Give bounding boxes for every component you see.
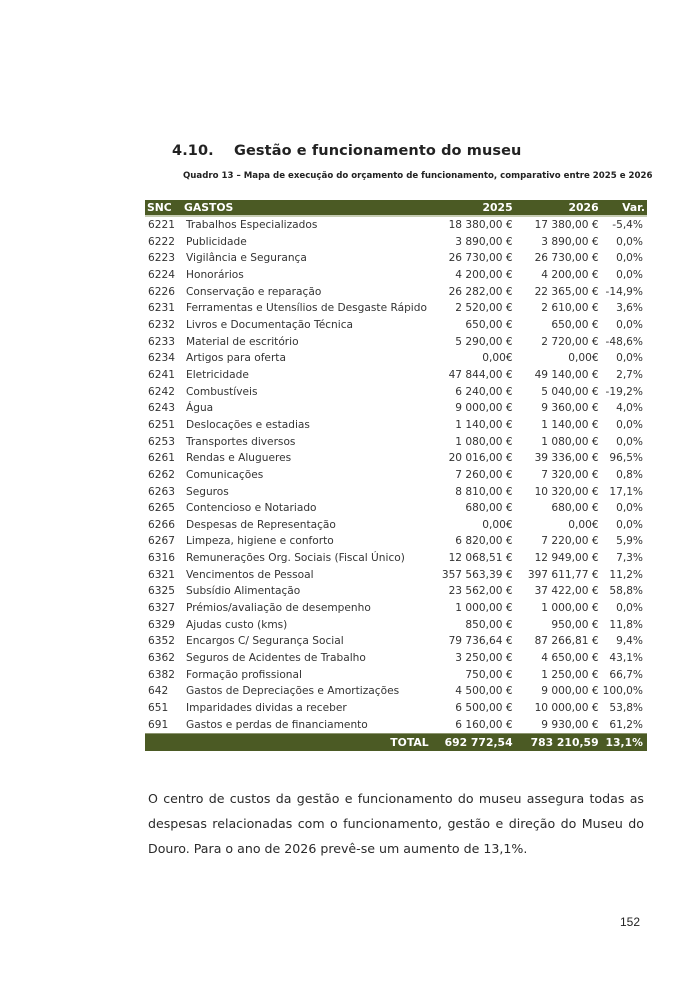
row-variation: 9,4% — [616, 635, 643, 648]
row-value-2026: 0,00€ — [568, 518, 599, 531]
row-variation: 0,0% — [616, 352, 643, 365]
row-value-2025: 650,00 € — [465, 318, 513, 331]
table-row — [145, 384, 647, 401]
row-snc: 6243 — [148, 402, 175, 415]
row-description: Contencioso e Notariado — [186, 502, 317, 515]
row-value-2025: 2 520,00 € — [455, 302, 513, 315]
row-value-2026: 397 611,77 € — [527, 568, 599, 581]
row-value-2025: 680,00 € — [465, 502, 513, 515]
row-variation: 0,0% — [616, 235, 643, 248]
row-value-2026: 26 730,00 € — [534, 252, 599, 265]
row-value-2026: 0,00€ — [568, 352, 599, 365]
row-value-2026: 10 000,00 € — [534, 702, 599, 715]
row-value-2026: 17 380,00 € — [534, 219, 599, 231]
row-snc: 6362 — [148, 652, 175, 665]
table-row — [145, 350, 647, 367]
table-row — [145, 250, 647, 267]
row-variation: 11,2% — [609, 568, 643, 581]
row-snc: 691 — [148, 718, 169, 731]
row-snc: 6222 — [148, 235, 175, 248]
table-row — [145, 216, 647, 234]
row-variation: 53,8% — [609, 702, 643, 715]
row-variation: -48,6% — [605, 335, 643, 348]
row-value-2025: 3 250,00 € — [455, 652, 513, 665]
total-var: 13,1% — [601, 734, 647, 752]
row-value-2026: 9 930,00 € — [541, 718, 599, 731]
row-description: Transportes diversos — [186, 435, 296, 448]
row-variation: 0,0% — [616, 602, 643, 615]
row-description: Gastos e perdas de financiamento — [186, 718, 368, 731]
row-value-2026: 39 336,00 € — [534, 452, 599, 465]
table-row — [145, 400, 647, 417]
row-description: Comunicações — [186, 468, 264, 481]
row-value-2026: 22 365,00 € — [534, 285, 599, 298]
table-row — [145, 600, 647, 617]
row-variation: 4,0% — [616, 402, 643, 415]
row-value-2026: 950,00 € — [551, 618, 599, 631]
row-snc: 6329 — [148, 618, 175, 631]
row-variation: 43,1% — [609, 652, 643, 665]
table-row — [145, 300, 647, 317]
row-description: Vencimentos de Pessoal — [186, 568, 314, 581]
row-value-2025: 47 844,00 € — [448, 368, 513, 381]
row-snc: 6262 — [148, 468, 175, 481]
row-value-2025: 5 290,00 € — [455, 335, 513, 348]
table-row — [145, 450, 647, 467]
row-variation: 0,8% — [616, 468, 643, 481]
column-header-2026: 2026 — [515, 200, 601, 216]
row-variation: 96,5% — [609, 452, 643, 465]
row-value-2025: 12 068,51 € — [448, 552, 513, 565]
row-snc: 6232 — [148, 318, 175, 331]
table-row — [145, 484, 647, 501]
row-value-2026: 2 720,00 € — [541, 335, 599, 348]
table-row — [145, 334, 647, 351]
row-value-2025: 0,00€ — [482, 352, 513, 365]
row-value-2026: 1 140,00 € — [541, 418, 599, 431]
row-snc: 6226 — [148, 285, 175, 298]
row-value-2025: 1 000,00 € — [455, 602, 513, 615]
row-description: Limpeza, higiene e conforto — [186, 535, 334, 548]
row-snc: 6382 — [148, 668, 175, 681]
row-value-2025: 9 000,00 € — [455, 402, 513, 415]
section-number: 4.10. — [172, 143, 214, 159]
row-snc: 6223 — [148, 252, 175, 265]
row-description: Remunerações Org. Sociais (Fiscal Único) — [186, 552, 405, 565]
row-value-2025: 23 562,00 € — [448, 585, 513, 598]
row-variation: 0,0% — [616, 435, 643, 448]
row-description: Honorários — [186, 268, 244, 281]
table-total-row — [145, 734, 647, 752]
row-snc: 6316 — [148, 552, 175, 565]
row-snc: 6267 — [148, 535, 175, 548]
row-variation: 100,0% — [602, 685, 643, 698]
row-description: Artigos para oferta — [186, 352, 286, 365]
table-row — [145, 417, 647, 434]
row-value-2026: 5 040,00 € — [541, 385, 599, 398]
table-row — [145, 700, 647, 717]
row-value-2026: 4 200,00 € — [541, 268, 599, 281]
row-description: Seguros — [186, 485, 229, 498]
row-description: Seguros de Acidentes de Trabalho — [186, 652, 366, 665]
row-snc: 6231 — [148, 302, 175, 315]
row-snc: 6241 — [148, 368, 175, 381]
row-value-2025: 0,00€ — [482, 518, 513, 531]
row-snc: 642 — [148, 685, 169, 698]
section-heading — [172, 143, 521, 159]
column-header-gastos: GASTOS — [182, 200, 439, 216]
row-snc: 6242 — [148, 385, 175, 398]
row-value-2026: 49 140,00 € — [534, 368, 599, 381]
row-value-2026: 1 080,00 € — [541, 435, 599, 448]
row-snc: 6266 — [148, 518, 175, 531]
row-value-2025: 3 890,00 € — [455, 235, 513, 248]
row-variation: 0,0% — [616, 318, 643, 331]
row-snc: 6251 — [148, 418, 175, 431]
row-snc: 6325 — [148, 585, 175, 598]
row-variation: -19,2% — [605, 385, 643, 398]
column-header-var: Var. — [601, 200, 647, 216]
row-description: Gastos de Depreciações e Amortizações — [186, 685, 400, 698]
row-description: Material de escritório — [186, 335, 299, 348]
row-value-2025: 26 730,00 € — [448, 252, 513, 265]
row-description: Prémios/avaliação de desempenho — [186, 602, 371, 615]
row-value-2025: 6 820,00 € — [455, 535, 513, 548]
row-snc: 6352 — [148, 635, 175, 648]
row-value-2025: 7 260,00 € — [455, 468, 513, 481]
row-variation: 5,9% — [616, 535, 643, 548]
row-description: Trabalhos Especializados — [186, 219, 318, 231]
table-row — [145, 317, 647, 334]
row-value-2025: 1 080,00 € — [455, 435, 513, 448]
row-description: Livros e Documentação Técnica — [186, 318, 354, 331]
column-header-snc: SNC — [145, 200, 182, 216]
column-header-2025: 2025 — [439, 200, 515, 216]
row-value-2026: 7 220,00 € — [541, 535, 599, 548]
row-description: Conservação e reparação — [186, 285, 322, 298]
row-variation: 17,1% — [609, 485, 643, 498]
table-row — [145, 467, 647, 484]
row-variation: 7,3% — [616, 552, 643, 565]
row-value-2026: 7 320,00 € — [541, 468, 599, 481]
row-snc: 6327 — [148, 602, 175, 615]
row-description: Subsídio Alimentação — [186, 585, 301, 598]
row-description: Deslocações e estadias — [186, 418, 310, 431]
row-snc: 6261 — [148, 452, 175, 465]
table-row — [145, 583, 647, 600]
row-variation: -5,4% — [612, 219, 643, 231]
total-2025: 692 772,54 — [439, 734, 515, 752]
row-variation: 0,0% — [616, 502, 643, 515]
row-value-2026: 9 360,00 € — [541, 402, 599, 415]
total-2026: 783 210,59 — [515, 734, 601, 752]
row-value-2026: 9 000,00 € — [541, 685, 599, 698]
row-variation: 0,0% — [616, 252, 643, 265]
row-value-2025: 4 500,00 € — [455, 685, 513, 698]
row-value-2025: 18 380,00 € — [448, 219, 513, 231]
row-description: Vigilância e Segurança — [186, 252, 307, 265]
row-description: Rendas e Alugueres — [186, 452, 292, 465]
row-variation: 66,7% — [609, 668, 643, 681]
section-title: Gestão e funcionamento do museu — [234, 143, 522, 159]
table-row — [145, 284, 647, 301]
row-value-2026: 12 949,00 € — [534, 552, 599, 565]
row-description: Ferramentas e Utensílios de Desgaste Rápido — [186, 302, 427, 315]
table-row — [145, 517, 647, 534]
table-row — [145, 650, 647, 667]
row-value-2025: 357 563,39 € — [441, 568, 513, 581]
row-value-2026: 680,00 € — [551, 502, 599, 515]
row-variation: 0,0% — [616, 518, 643, 531]
row-value-2026: 2 610,00 € — [541, 302, 599, 315]
row-value-2026: 3 890,00 € — [541, 235, 599, 248]
table-row — [145, 500, 647, 517]
row-value-2026: 87 266,81 € — [534, 635, 599, 648]
row-value-2025: 6 240,00 € — [455, 385, 513, 398]
row-value-2025: 850,00 € — [465, 618, 513, 631]
body-paragraph: O centro de custos da gestão e funcionamento do museu assegura todas as despesas relacionadas com o funcionamento, gestão e direção do Museu do Douro. Para o ano de 2026 prevê-se um aumento de 13,1%. — [148, 791, 644, 856]
row-snc: 6263 — [148, 485, 175, 498]
table-row — [145, 367, 647, 384]
row-value-2025: 4 200,00 € — [455, 268, 513, 281]
row-value-2025: 79 736,64 € — [448, 635, 513, 648]
row-snc: 6224 — [148, 268, 175, 281]
row-description: Despesas de Representação — [186, 518, 336, 531]
row-snc: 6265 — [148, 502, 175, 515]
row-value-2025: 6 160,00 € — [455, 718, 513, 731]
table-row — [145, 234, 647, 251]
table-row — [145, 550, 647, 567]
row-value-2025: 26 282,00 € — [448, 285, 513, 298]
row-variation: 3,6% — [616, 302, 643, 315]
table-row — [145, 667, 647, 684]
table-row — [145, 434, 647, 451]
row-variation: 61,2% — [609, 718, 643, 731]
table-caption: Quadro 13 – Mapa de execução do orçamento de funcionamento, comparativo entre 2025 e 2026 — [183, 171, 653, 181]
table-row — [145, 617, 647, 634]
table-row — [145, 717, 647, 734]
row-value-2025: 6 500,00 € — [455, 702, 513, 715]
row-value-2026: 4 650,00 € — [541, 652, 599, 665]
table-row — [145, 567, 647, 584]
row-description: Combustíveis — [186, 385, 258, 398]
row-snc: 6321 — [148, 568, 175, 581]
row-description: Eletricidade — [186, 368, 249, 381]
row-description: Publicidade — [186, 235, 247, 248]
row-description: Encargos C/ Segurança Social — [186, 635, 344, 648]
row-value-2026: 650,00 € — [551, 318, 599, 331]
row-value-2026: 1 250,00 € — [541, 668, 599, 681]
row-value-2025: 750,00 € — [465, 668, 513, 681]
row-snc: 651 — [148, 702, 169, 715]
table-row — [145, 683, 647, 700]
row-snc: 6221 — [148, 219, 175, 231]
row-variation: -14,9% — [605, 285, 643, 298]
row-value-2025: 1 140,00 € — [455, 418, 513, 431]
row-value-2026: 1 000,00 € — [541, 602, 599, 615]
row-variation: 11,8% — [609, 618, 643, 631]
row-description: Formação profissional — [186, 668, 302, 681]
row-description: Água — [186, 402, 214, 415]
table-header-row — [145, 200, 647, 216]
row-variation: 0,0% — [616, 268, 643, 281]
total-label: TOTAL — [145, 734, 439, 752]
row-value-2025: 20 016,00 € — [448, 452, 513, 465]
row-variation: 2,7% — [616, 368, 643, 381]
row-variation: 0,0% — [616, 418, 643, 431]
row-variation: 58,8% — [609, 585, 643, 598]
table-body — [145, 216, 647, 734]
row-snc: 6233 — [148, 335, 175, 348]
page-number: 152 — [620, 915, 641, 929]
budget-table — [145, 200, 647, 751]
table-row — [145, 633, 647, 650]
table-row — [145, 267, 647, 284]
row-description: Ajudas custo (kms) — [186, 618, 288, 631]
row-value-2025: 8 810,00 € — [455, 485, 513, 498]
row-snc: 6234 — [148, 352, 175, 365]
row-value-2026: 10 320,00 € — [534, 485, 599, 498]
row-snc: 6253 — [148, 435, 175, 448]
row-value-2026: 37 422,00 € — [534, 585, 599, 598]
row-description: Imparidades dividas a receber — [186, 702, 347, 715]
table-row — [145, 533, 647, 550]
